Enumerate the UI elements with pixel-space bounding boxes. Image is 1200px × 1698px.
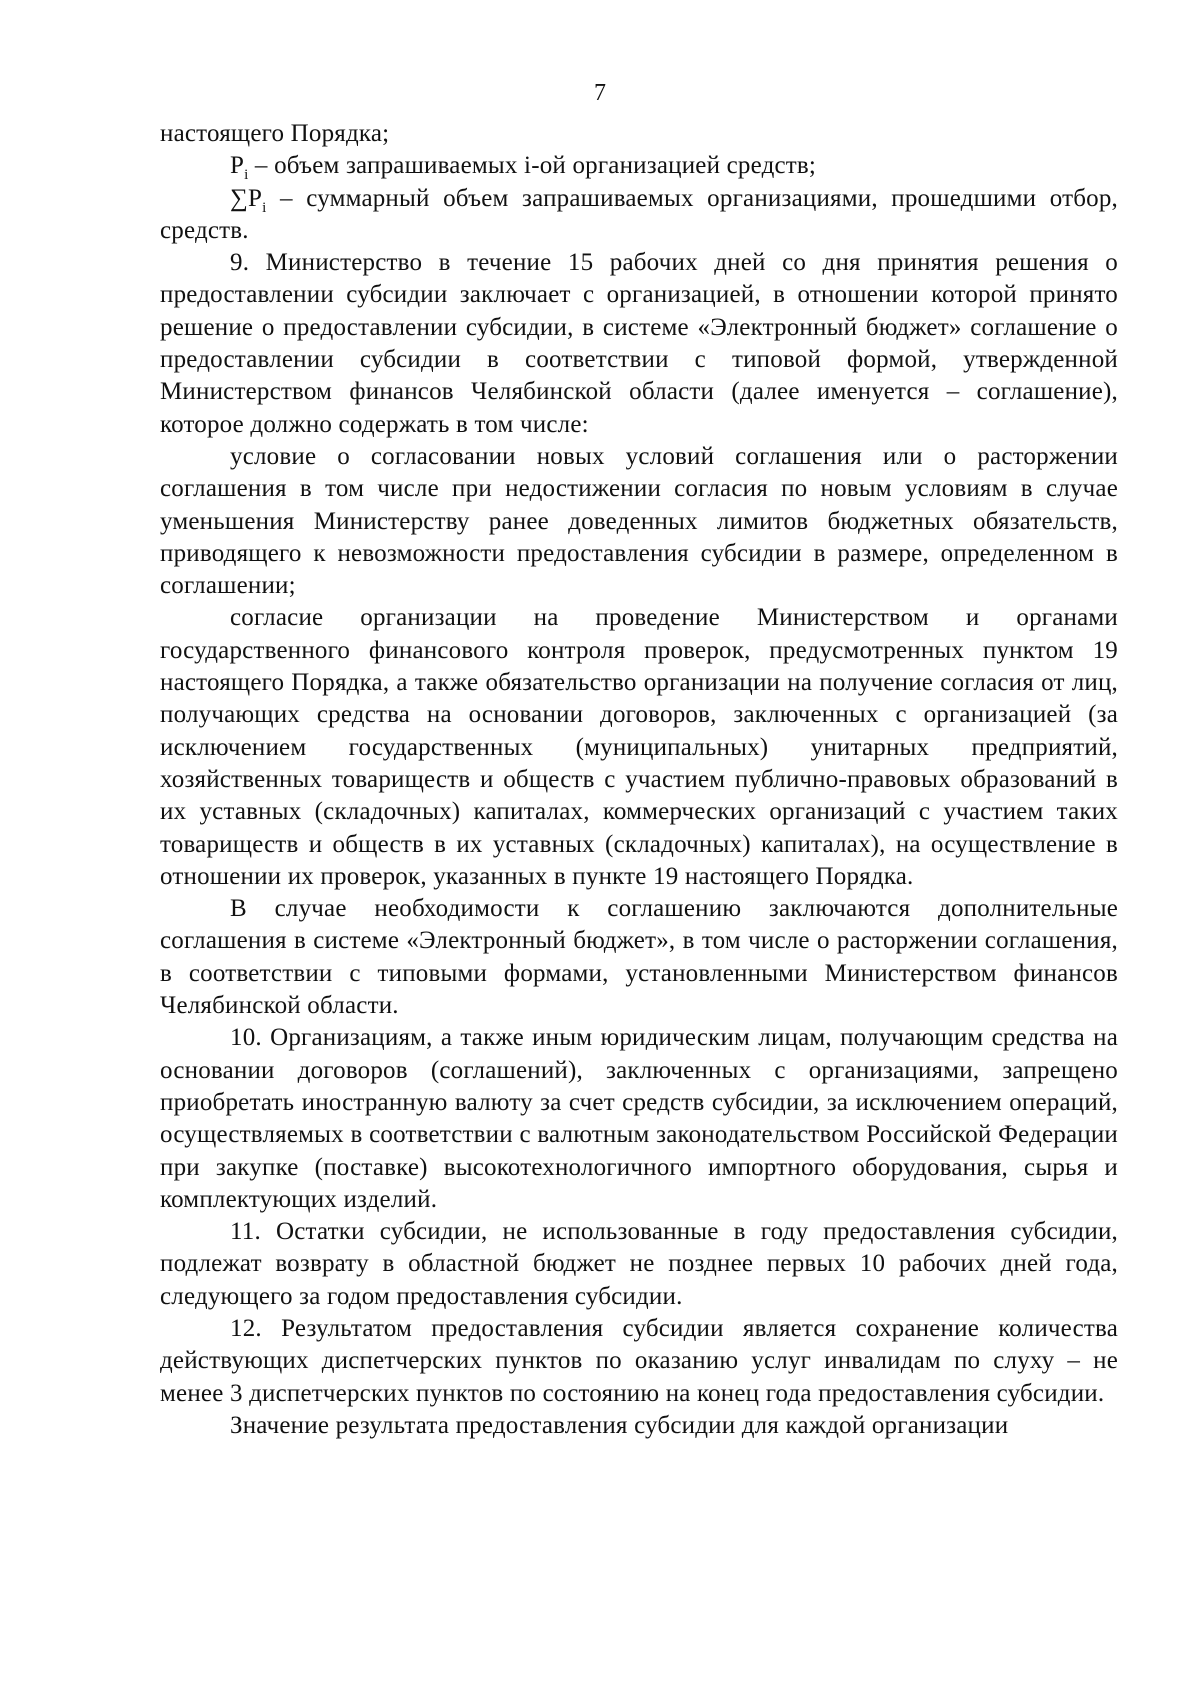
formula-subscript: i — [244, 167, 249, 184]
paragraph: согласие организации на проведение Министерством и органами государственного финансового контроля проверок, предусмотренных пунктом 19 настоящего Порядка, а также обязательство организации на получение согласия от лиц, получающих средства на основании договоров, заключенных с организацией (за исключением государственных (муниципальных) унитарных предприятий, хозяйственных товариществ и обществ с участием публично-правовых образований в их уставных (складочных) капиталах, коммерческих организаций с участием таких товариществ и обществ в их уставных (складочных) капиталах), на осуществление в отношении их проверок, указанных в пункте 19 настоящего Порядка. — [160, 604, 1118, 890]
paragraph-item-11: 11. Остатки субсидии, не использованные в году предоставления субсидии, подлежат возврату в областной бюджет не позднее первых 10 рабочих дней года, следующего за годом предоставления субсидии. — [160, 1218, 1118, 1310]
paragraph-formula-pi: $P_i$ – объем запрашиваемых i-ой организацией средств; — [230, 152, 817, 184]
paragraph: В случае необходимости к соглашению заключаются дополнительные соглашения в системе «Электронный бюджет», в том числе о расторжении соглашения, в соответствии с типовыми формами, установленными Министерством финансов Челябинской области. — [160, 895, 1118, 1020]
page-number: 7 — [594, 80, 606, 106]
formula-symbol: P — [230, 152, 245, 180]
paragraph-item-12: 12. Результатом предоставления субсидии является сохранение количества действующих диспетчерских пунктов по оказанию услуг инвалидам по слуху – не менее 3 диспетчерских пунктов по состоянию на конец года предоставления субсидии. — [160, 1314, 1118, 1407]
paragraph-item-9: 9. Министерство в течение 15 рабочих дней со дня принятия решения о предоставлении субсидии заключает с организацией, в отношении которой принято решение о предоставлении субсидии, в системе «Электронный бюджет» соглашение о предоставлении субсидии в соответствии с типовой формой, утвержденной Министерством финансов Челябинской области (далее именуется – соглашение), которое должно содержать в том числе: — [160, 249, 1118, 438]
paragraph: настоящего Порядка; — [160, 120, 390, 147]
paragraph-formula-sum-pi: $\sum P_i$ – суммарный объем запрашиваемых организациями, прошедшими отбор, средств. — [160, 184, 1118, 244]
paragraph: Значение результата предоставления субсидии для каждой организации — [230, 1411, 1009, 1439]
paragraph: условие о согласовании новых условий соглашения или о расторжении соглашения в том числе при недостижении согласия по новым условиям в случае уменьшения Министерству ранее доведенных лимитов бюджетных обязательств, приводящего к невозможности предоставления субсидии в размере, определенном в соглашении; — [160, 442, 1118, 600]
formula-symbol: ∑P — [230, 184, 263, 212]
document-body — [160, 118, 1118, 1442]
formula-subscript: i — [262, 199, 267, 216]
paragraph-item-10: 10. Организациям, а также иным юридическим лицам, получающим средства на основании договоров (соглашений), заключенных с организациями, запрещено приобретать иностранную валюту за счет средств субсидии, за исключением операций, осуществляемых в соответствии с валютным законодательством Российской Федерации при закупке (поставке) высокотехнологичного импортного оборудования, сырья и комплектующих изделий. — [160, 1024, 1118, 1213]
